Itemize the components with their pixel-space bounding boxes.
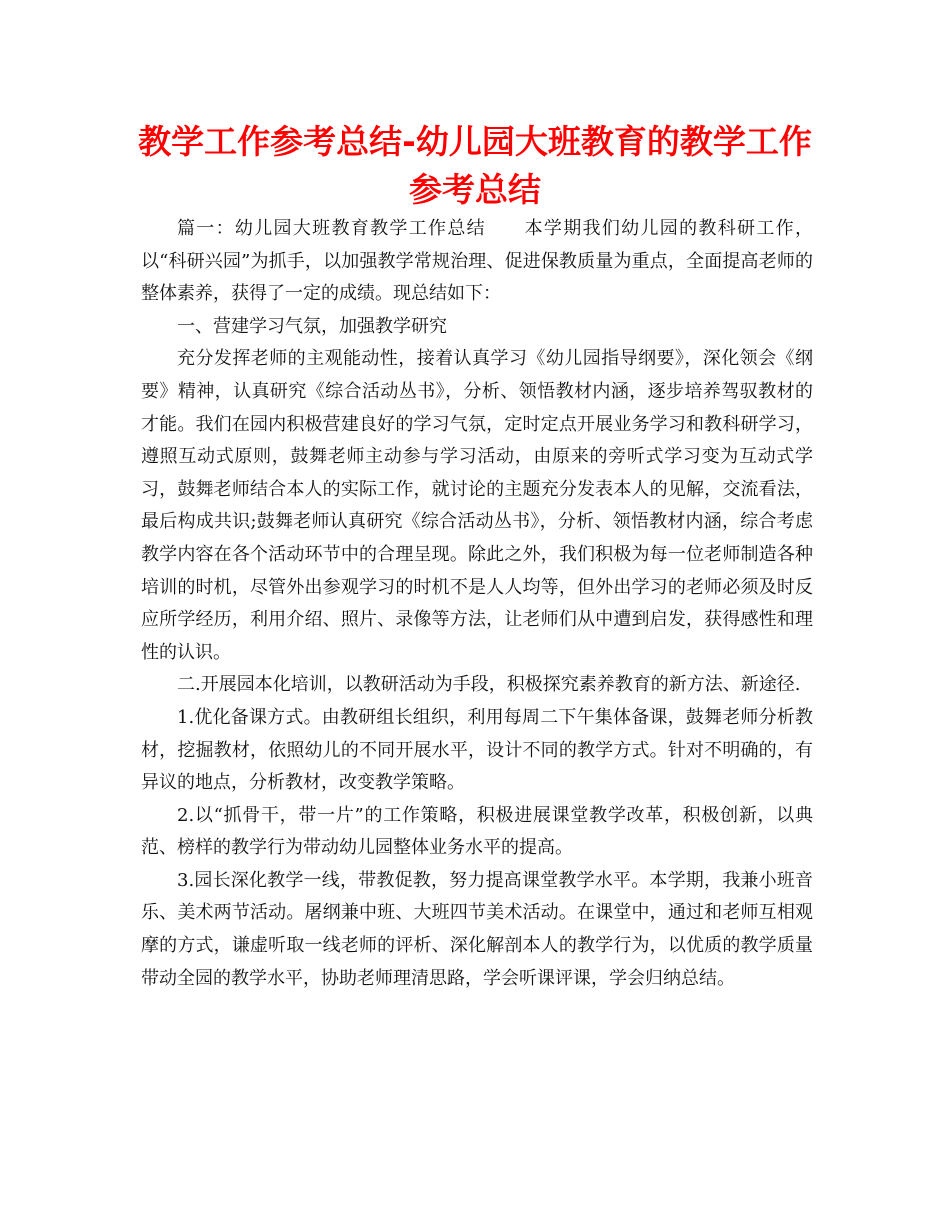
paragraph-item-1: 1.优化备课方式。由教研组长组织，利用每周二下午集体备课，鼓舞老师分析教材，挖掘教材，依照幼儿的不同开展水平，设计不同的教学方式。针对不明确的，有异议的地点，分析教材，改变教学策略。 (141, 706, 813, 794)
paragraph-section-1: 充分发挥老师的主观能动性，接着认真学习《幼儿园指导纲要》，深化领会《纲要》精神，认真研究《综合活动丛书》，分析、领悟教材内涵，逐步培养驾驭教材的才能。我们在园内积极营建良好的学习气氛，定时定点开展业务学习和教科研学习，遵照互动式原则，鼓舞老师主动参与学习活动，由原来的旁听式学习变为互动式学习，鼓舞老师结合本人的实际工作，就讨论的主题充分发表本人的见解，交流看法，最后构成共识;鼓舞老师认真研究《综合活动丛书》，分析、领悟教材内涵，综合考虑教学内容在各个活动环节中的合理呈现。除此之外，我们积极为每一位老师制造各种培训的时机，尽管外出参观学习的时机不是人人均等，但外出学习的老师必须及时反应所学经历，利用介绍、照片、录像等方法，让老师们从中遭到启发，获得感性和理性的认识。 (141, 348, 813, 663)
section-heading-2: 二.开展园本化培训，以教研活动为手段，积极探究素养教育的新方法、新途径. (177, 674, 801, 696)
document-title: 教学工作参考总结-幼儿园大班教育的教学工作参考总结 (138, 122, 812, 209)
paragraph-intro: 篇一：幼儿园大班教育教学工作总结 本学期我们幼儿园的教科研工作，以“科研兴园”为抓手，以加强教学常规治理、促进保教质量为重点，全面提高老师的整体素养，获得了一定的成绩。现总结如下： (141, 218, 813, 305)
paragraph-item-3: 3.园长深化教学一线，带教促教，努力提高课堂教学水平。本学期，我兼小班音乐、美术两节活动。屠纲兼中班、大班四节美术活动。在课堂中，通过和老师互相观摩的方式，谦虚听取一线老师的评析、深化解剖本人的教学行为，以优质的教学质量带动全园的教学水平，协助老师理清思路，学会听课评课，学会归纳总结。 (141, 869, 813, 989)
document-body (141, 213, 813, 995)
section-heading-1: 一、营建学习气氛，加强教学研究 (177, 315, 447, 337)
paragraph-item-2: 2.以“抓骨干，带一片”的工作策略，积极进展课堂教学改革，积极创新，以典范、榜样的教学行为带动幼儿园整体业务水平的提高。 (141, 804, 813, 859)
